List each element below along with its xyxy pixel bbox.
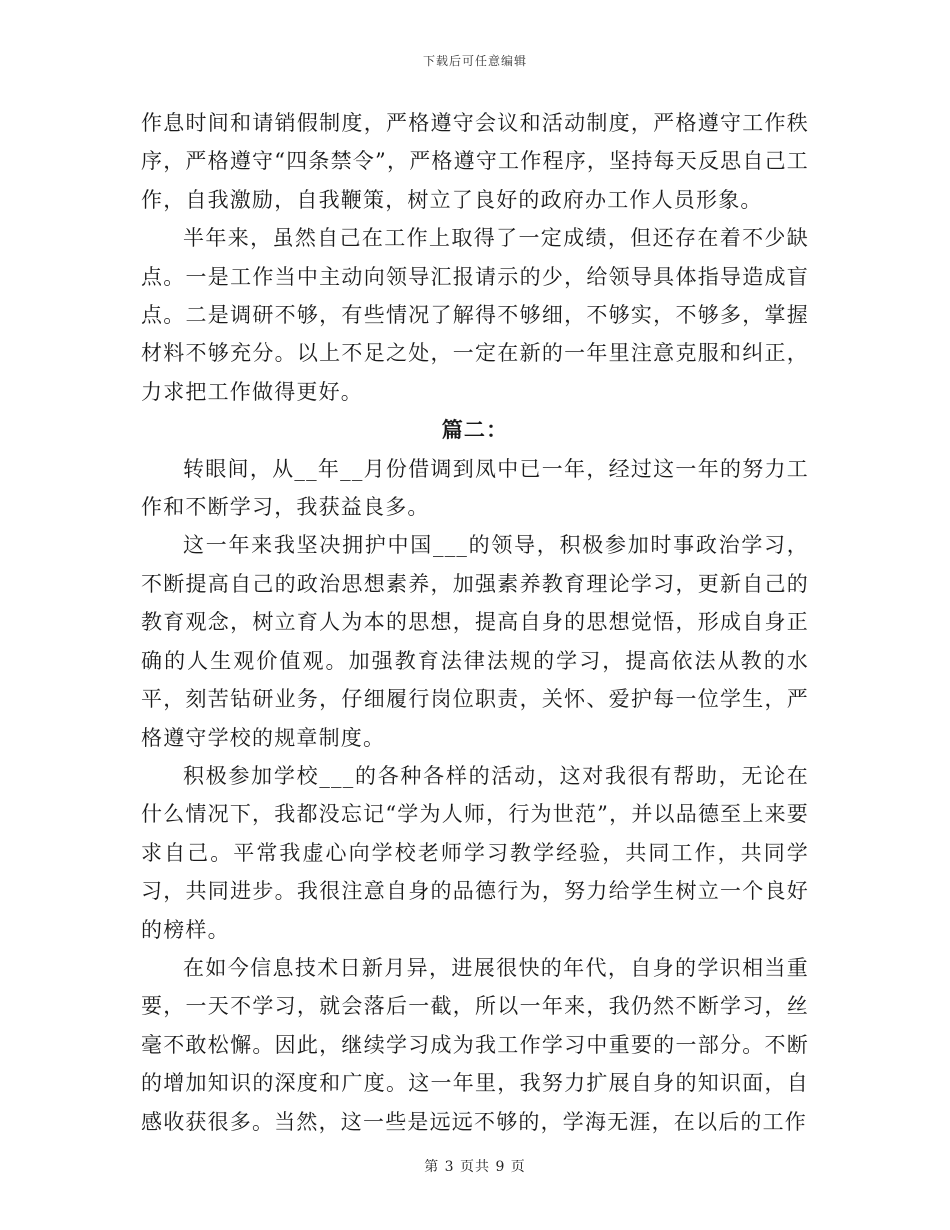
document-body: [141, 104, 809, 1141]
paragraph-politics: 这一年来我坚决拥护中国___的领导，积极参加时事政治学习，不断提高自己的政治思想素养，加强素养教育理论学习，更新自己的教育观念，树立育人为本的思想，提高自身的思想觉悟，形成自身正确的人生观价值观。加强教育法律法规的学习，提高依法从教的水平，刻苦钻研业务，仔细履行岗位职责，关怀、爱护每一位学生，严格遵守学校的规章制度。: [141, 533, 809, 750]
paragraph-activities: 积极参加学校___的各种各样的活动，这对我很有帮助，无论在什么情况下，我都没忘记“学为人师，行为世范”，并以品德至上来要求自己。平常我虚心向学校老师学习教学经验，共同工作，共同学习，共同进步。我很注意自身的品德行为，努力给学生树立一个良好的榜样。: [141, 763, 809, 942]
paragraph-continued: 作息时间和请销假制度，严格遵守会议和活动制度，严格遵守工作秩序，严格遵守“四条禁令”，严格遵守工作程序，坚持每天反思自己工作，自我激励，自我鞭策，树立了良好的政府办工作人员形象。: [141, 111, 809, 212]
page-footer: 第 3 页共 9 页: [424, 1159, 526, 1175]
page-header: 下载后可任意编辑: [422, 54, 527, 68]
paragraph-shortcomings: 半年来，虽然自己在工作上取得了一定成绩，但还存在着不少缺点。一是工作当中主动向领导汇报请示的少，给领导具体指导造成盲点。二是调研不够，有些情况了解得不够细，不够实，不够多，掌握材料不够充分。以上不足之处，一定在新的一年里注意克服和纠正，力求把工作做得更好。: [141, 226, 809, 404]
paragraph-learning: 在如今信息技术日新月异，进展很快的年代，自身的学识相当重要，一天不学习，就会落后一截，所以一年来，我仍然不断学习，丝毫不敢松懈。因此，继续学习成为我工作学习中重要的一部分。不断的增加知识的深度和广度。这一年里，我努力扩展自身的知识面，自感收获很多。当然，这一些是远远不够的，学海无涯，在以后的工作: [141, 955, 809, 1134]
paragraph-intro: 转眼间，从__年__月份借调到凤中已一年，经过这一年的努力工作和不断学习，我获益良多。: [141, 456, 809, 520]
section-heading: 篇二：: [441, 417, 509, 443]
